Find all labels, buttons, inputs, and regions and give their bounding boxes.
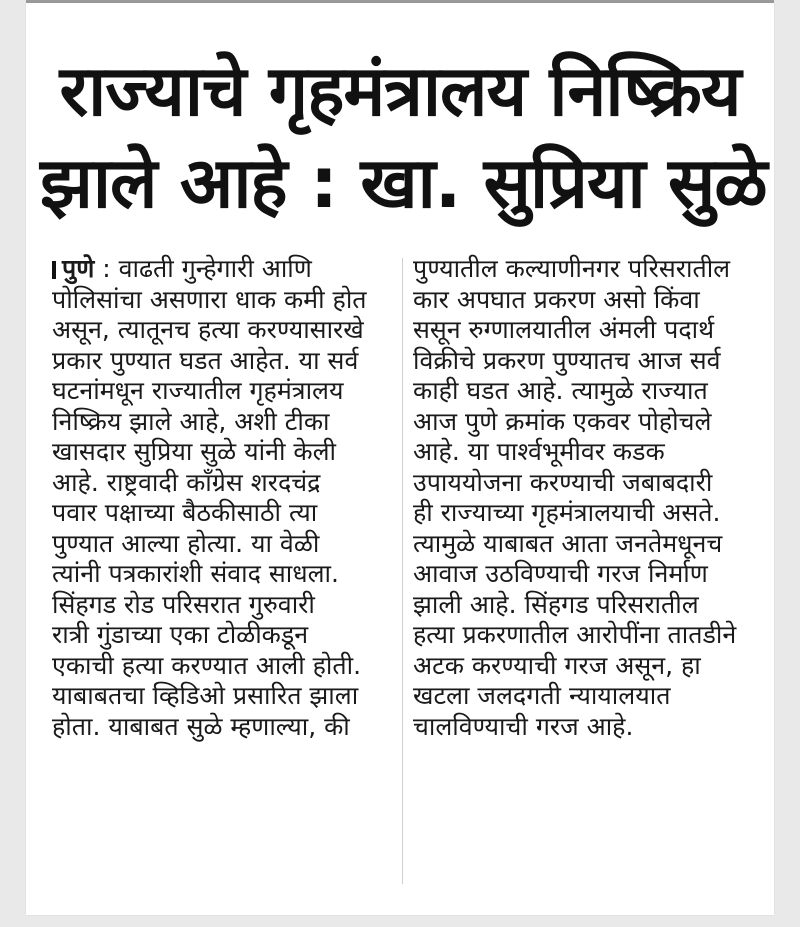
article-line: त्यांनी पत्रकारांशी संवाद साधला. — [52, 559, 339, 588]
dateline-marker — [52, 261, 56, 279]
headline-line-2: झाले आहे : खा. सुप्रिया सुळे — [40, 142, 767, 224]
article-line: कार अपघात प्रकरण असो किंवा — [413, 284, 700, 314]
article-line: घटनांमधून राज्यातील गृहमंत्रालय — [52, 376, 344, 405]
article-line: आहे. या पार्श्वभूमीवर कडक — [413, 437, 665, 466]
article-line: आहे. राष्ट्रवादी काँग्रेस शरदचंद्र — [52, 467, 321, 497]
article-line: विक्रीचे प्रकरण पुण्यातच आज सर्व — [413, 345, 721, 375]
article-column-left — [52, 254, 392, 742]
article-line: प्रकार पुण्यात घडत आहेत. या सर्व — [52, 345, 359, 375]
dateline: पुणे — [62, 254, 95, 283]
article-line: असून, त्यातूनच हत्या करण्यासारखे — [52, 315, 364, 344]
article-line: खटला जलदगती न्यायालयात — [413, 681, 671, 710]
article-first-line-text: वाढती गुन्हेगारी आणि — [118, 254, 312, 283]
article-line: पुण्यात आल्या होत्या. या वेळी — [52, 528, 320, 558]
article-line: खासदार सुप्रिया सुळे यांनी केली — [52, 437, 337, 466]
article-line: रात्री गुंडाच्या एका टोळीकडून — [52, 620, 309, 649]
article-line: त्यामुळे याबाबत आता जनतेमधूनच — [413, 528, 723, 558]
article-line: अटक करण्याची गरज असून, हा — [413, 650, 701, 680]
article-line: आवाज उठविण्याची गरज निर्माण — [413, 559, 708, 588]
article-line: सिंहगड रोड परिसरात गुरुवारी — [52, 589, 315, 619]
article-line: हत्या प्रकरणातील आरोपींना तातडीने — [413, 620, 737, 649]
headline — [40, 45, 767, 229]
headline-line-1: राज्याचे गृहमंत्रालय निष्क्रिय — [59, 50, 741, 132]
article-line: चालविण्याची गरज आहे. — [413, 711, 634, 741]
article-line: काही घडत आहे. त्यामुळे राज्यात — [413, 376, 708, 405]
article-line: उपाययोजना करण्याची जबाबदारी — [413, 467, 713, 497]
article-line: पुण्यातील कल्याणीनगर परिसरातील — [413, 254, 731, 283]
article-line: पवार पक्षाच्या बैठकीसाठी त्या — [52, 498, 318, 527]
article-line: एकाची हत्या करण्यात आली होती. — [52, 650, 362, 680]
article-column-right — [413, 254, 758, 742]
article-line: आज पुणे क्रमांक एकवर पोहोचले — [413, 406, 712, 436]
article-line: ससून रुग्णालयातील अंमली पदार्थ — [413, 315, 715, 344]
article-line: झाली आहे. सिंहगड परिसरातील — [413, 589, 699, 619]
article-line: याबाबतचा व्हिडिओ प्रसारित झाला — [52, 681, 359, 710]
article-first-line — [52, 254, 392, 285]
article-line: पोलिसांचा असणारा धाक कमी होत — [52, 284, 367, 314]
article-line: होता. याबाबत सुळे म्हणाल्या, की — [52, 711, 350, 741]
dateline-separator: : — [94, 254, 119, 283]
article-line: निष्क्रिय झाले आहे, अशी टीका — [52, 406, 330, 436]
article-line: ही राज्याच्या गृहमंत्रालयाची असते. — [413, 498, 721, 527]
column-divider — [402, 258, 403, 884]
